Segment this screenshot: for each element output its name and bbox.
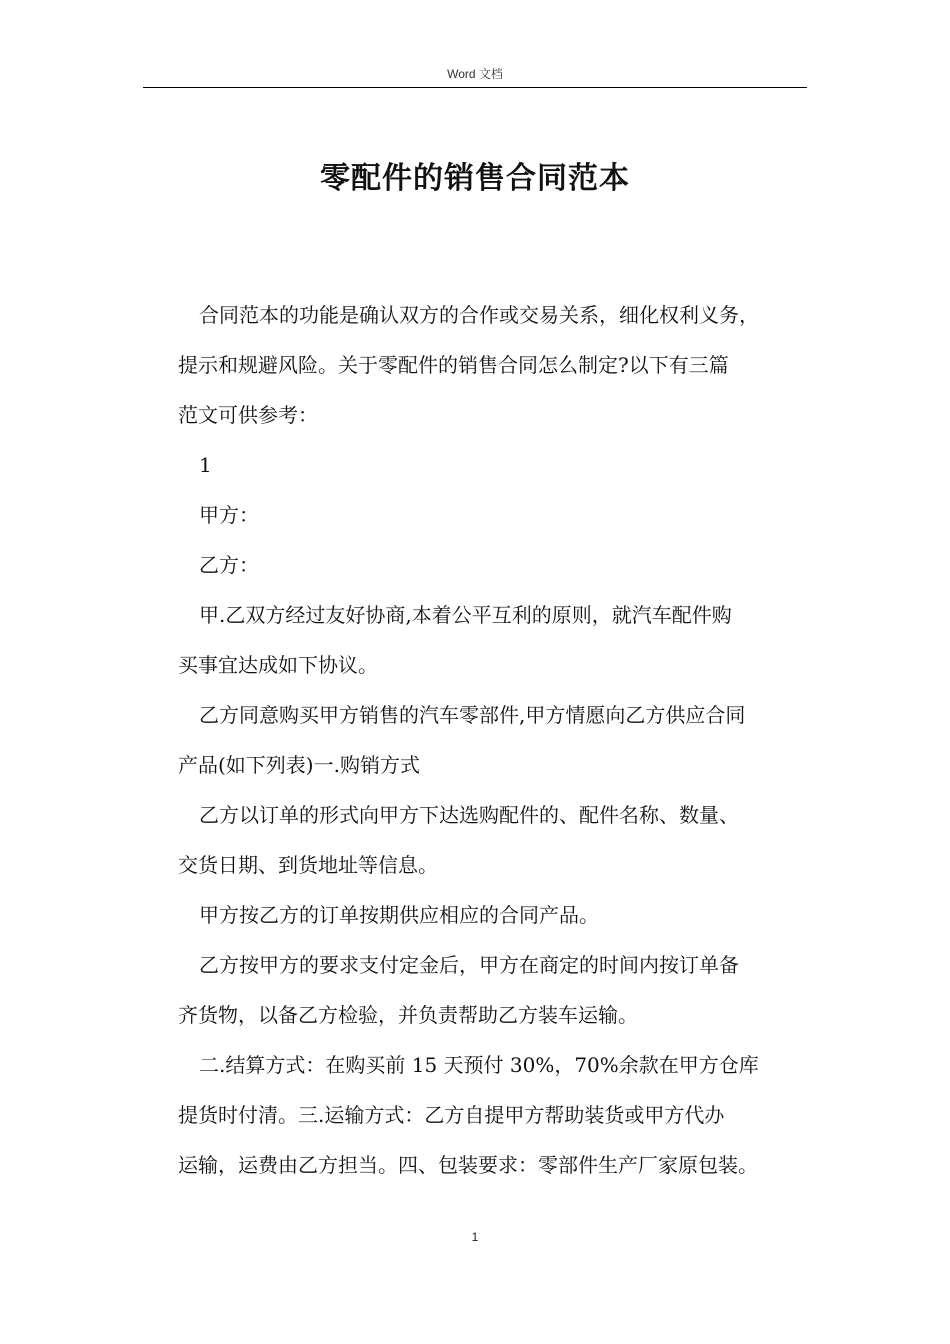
page-number: 1 <box>471 1230 479 1244</box>
document-header-label: Word 文档 <box>447 67 503 81</box>
purchase-paragraph: 乙方同意购买甲方销售的汽车零部件,甲方情愿向乙方供应合同 产品(如下列表)一.购销方式 <box>178 703 746 777</box>
section-number: 1 <box>199 453 212 477</box>
document-body <box>178 290 818 1190</box>
supply-paragraph: 甲方按乙方的订单按期供应相应的合同产品。 <box>199 903 599 927</box>
order-paragraph: 乙方以订单的形式向甲方下达选购配件的、配件名称、数量、 交货日期、到货地址等信息。 <box>178 803 739 877</box>
party-a-line: 甲方： <box>199 503 259 527</box>
settlement-paragraph: 二.结算方式：在购买前 15 天预付 30%，70%余款在甲方仓库 提货时付清。三.运输方式：乙方自提甲方帮助装货或甲方代办 运输，运费由乙方担当。四、包装要求：零部件生产厂家原包装。 <box>178 1053 759 1177</box>
party-b-line: 乙方： <box>199 553 259 577</box>
deposit-paragraph: 乙方按甲方的要求支付定金后，甲方在商定的时间内按订单备 齐货物，以备乙方检验，并负责帮助乙方装车运输。 <box>178 953 739 1027</box>
document-title: 零配件的销售合同范本 <box>320 161 630 196</box>
header-divider <box>143 87 807 88</box>
agreement-paragraph: 甲.乙双方经过友好协商,本着公平互利的原则，就汽车配件购 买事宜达成如下协议。 <box>178 603 732 677</box>
intro-paragraph: 合同范本的功能是确认双方的合作或交易关系，细化权利义务， 提示和规避风险。关于零配件的销售合同怎么制定?以下有三篇 范文可供参考： <box>178 303 759 427</box>
